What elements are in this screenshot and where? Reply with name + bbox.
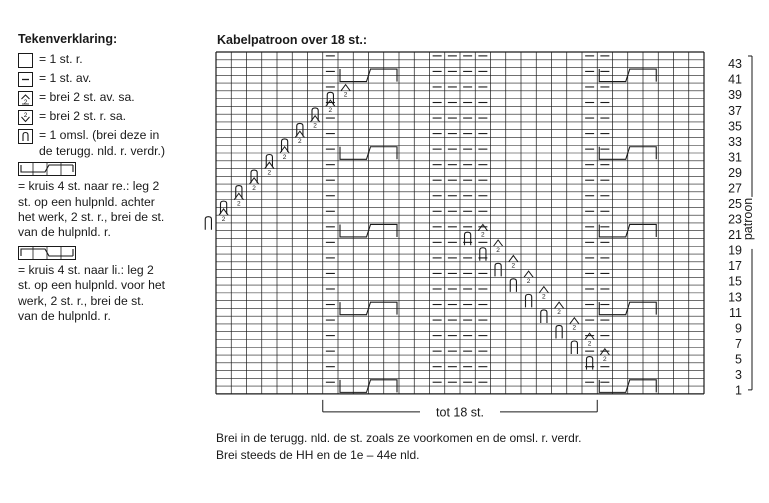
dec-number: 2 — [587, 340, 592, 348]
dec-number: 2 — [526, 278, 531, 286]
row-number: 17 — [728, 259, 742, 274]
row-number: 37 — [728, 103, 742, 118]
row-number: 27 — [728, 181, 742, 196]
row-number: 13 — [728, 290, 742, 305]
legend-cable-right-text: = kruis 4 st. naar re.: leg 2 st. op een hulpnld. achter het werk, 2 st. r., brei de st. van de hulpnld. r. — [18, 179, 165, 240]
row-number: 33 — [728, 134, 742, 149]
row-number: 5 — [735, 352, 742, 367]
dec-number: 2 — [572, 324, 577, 332]
chart-title: Kabelpatroon over 18 st.: — [217, 33, 368, 47]
row-number: 25 — [728, 197, 742, 212]
dec-number: 2 — [221, 215, 226, 223]
row-number: 21 — [728, 228, 742, 243]
dec-number: 2 — [557, 309, 561, 317]
row-number: 35 — [728, 119, 742, 134]
dec-purl-mark — [341, 85, 350, 91]
dec-purl-mark — [555, 302, 564, 308]
row-number: 7 — [735, 336, 742, 351]
dec-number: 2 — [511, 262, 516, 270]
legend-dec-knit: 2 = brei 2 st. r. sa. — [18, 109, 208, 125]
dec-number: 2 — [237, 200, 241, 208]
row-number: 43 — [728, 57, 742, 72]
dec-purl-mark — [509, 256, 518, 262]
dec-purl-mark — [494, 240, 503, 246]
footer-line-1: Brei in de terugg. nld. de st. zoals ze voorkomen en de omsl. r. verdr. — [216, 431, 582, 445]
svg-text:2: 2 — [23, 113, 28, 120]
svg-text:2: 2 — [23, 100, 28, 106]
legend-yarn-over: = 1 omsl. (brei deze in de terugg. nld. r. verdr.) — [18, 128, 208, 159]
repeat-label: tot 18 st. — [436, 405, 484, 420]
dec-purl-mark — [600, 349, 609, 355]
dec-number: 2 — [298, 138, 302, 146]
row-number: 9 — [735, 321, 742, 336]
dec-purl-mark — [585, 333, 594, 339]
row-number: 29 — [728, 165, 742, 180]
row-number: 1 — [735, 383, 742, 398]
legend-cable-left-text: = kruis 4 st. naar li.: leg 2 st. op een hulpnld. voor het werk, 2 st. r., brei de st. van de hulpnld. r. — [18, 262, 166, 324]
row-number: 15 — [728, 274, 742, 289]
yarn-over-mark — [205, 217, 211, 230]
patroon-label: patroon — [741, 197, 755, 241]
row-number: 19 — [728, 243, 742, 258]
dec-purl-mark — [478, 224, 487, 230]
legend-purl: = 1 st. av. — [18, 71, 208, 87]
legend-title: Tekenverklaring: — [18, 32, 118, 46]
dec-number: 2 — [343, 91, 348, 99]
legend-knit: = 1 st. r. — [18, 52, 208, 68]
row-number: 23 — [728, 212, 742, 227]
dec-purl-mark — [539, 287, 548, 293]
dec-number: 2 — [481, 231, 485, 239]
dec-number: 2 — [282, 153, 287, 161]
dec-number: 2 — [542, 293, 546, 301]
footer-line-2: Brei steeds de HH en de 1e – 44e nld. — [216, 448, 420, 462]
row-number: 31 — [728, 150, 742, 165]
dec-number: 2 — [252, 184, 256, 192]
dec-number: 2 — [328, 107, 333, 115]
dec-purl-mark — [570, 318, 579, 324]
dec-purl-mark — [524, 271, 533, 277]
dec-number: 2 — [313, 122, 317, 130]
dec-number: 2 — [603, 355, 607, 363]
row-number: 3 — [735, 367, 742, 382]
row-number: 11 — [729, 305, 742, 320]
legend-dec-purl: 2 = brei 2 st. av. sa. — [18, 90, 208, 106]
dec-number: 2 — [496, 247, 500, 255]
row-number: 39 — [728, 88, 742, 103]
dec-number: 2 — [267, 169, 272, 177]
row-number: 41 — [728, 72, 742, 87]
